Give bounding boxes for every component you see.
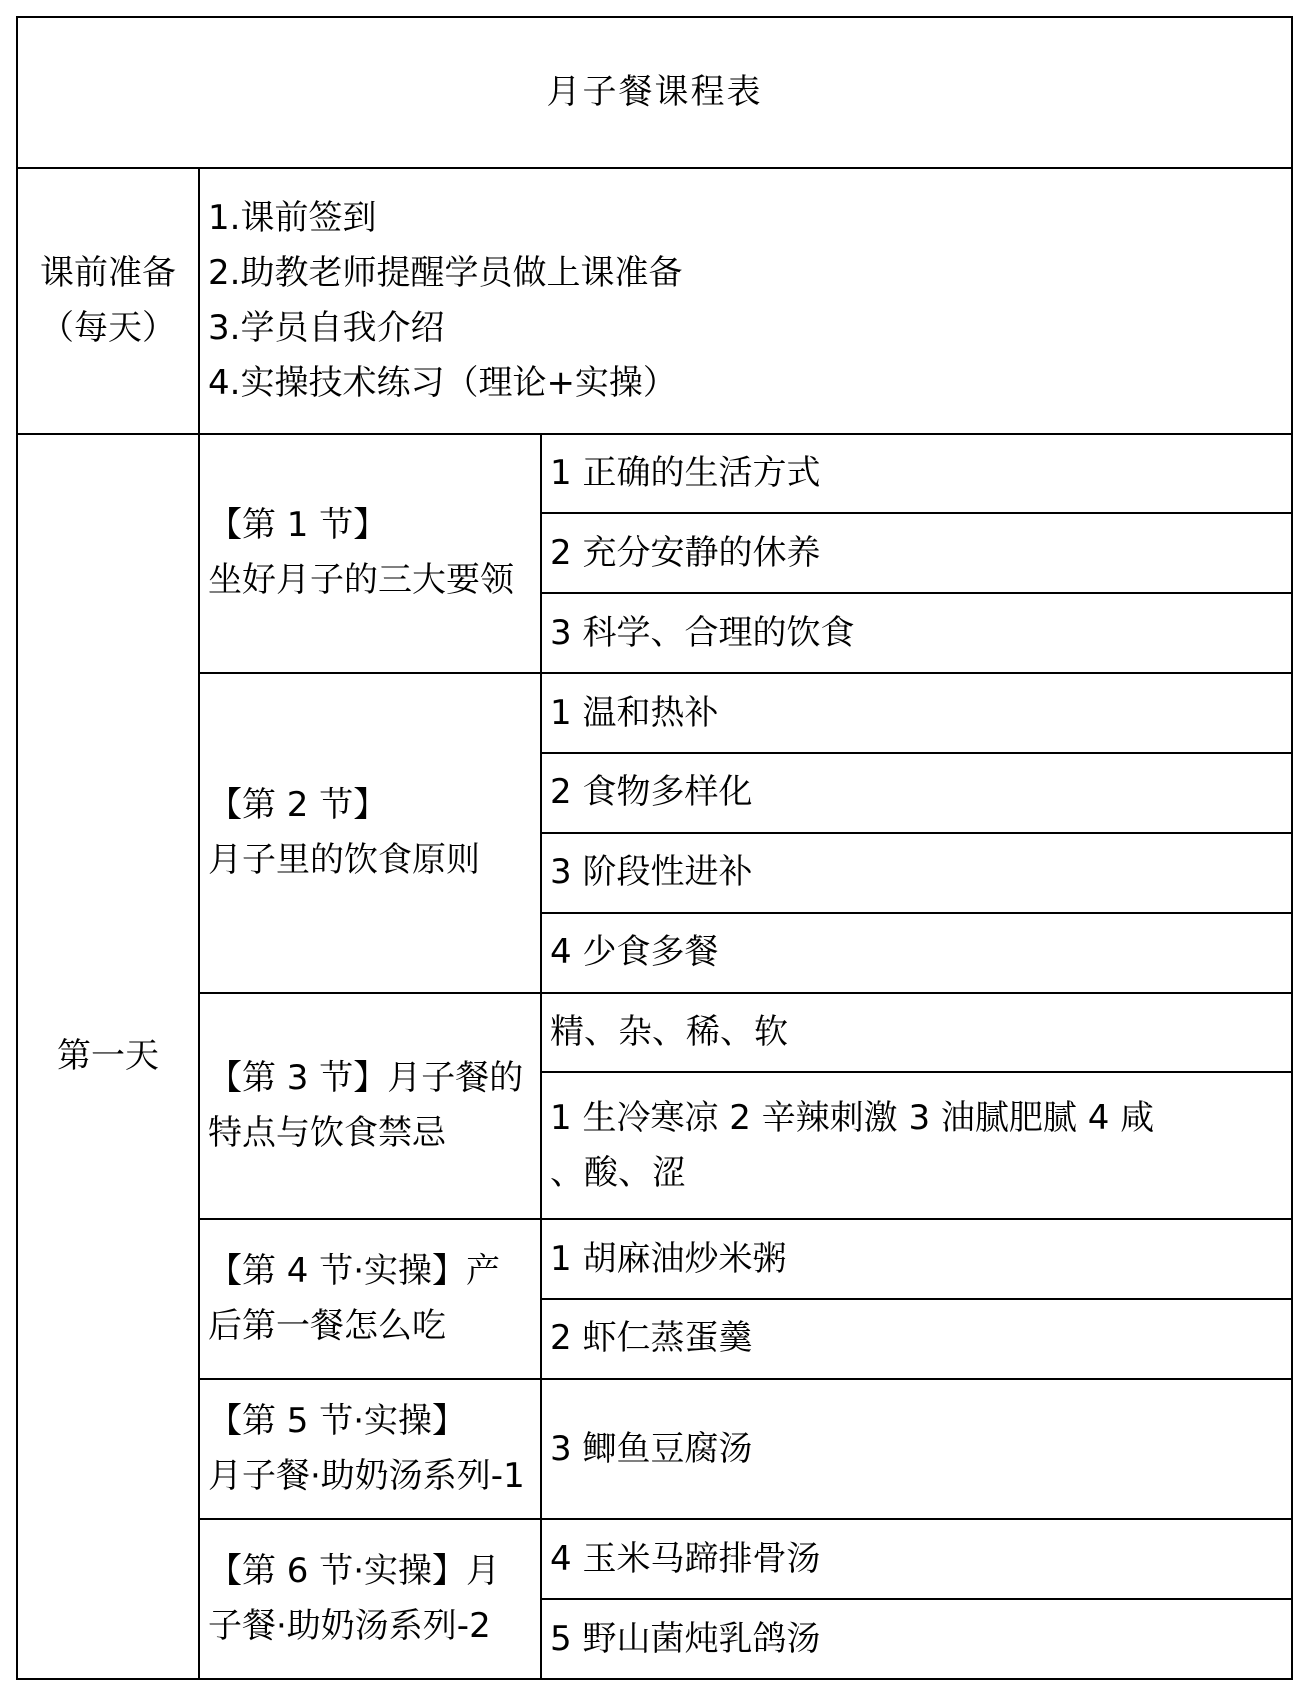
schedule-title: 月子餐课程表	[17, 17, 1292, 168]
prep-label: 课前准备 （每天）	[17, 168, 199, 433]
session-3-point-1: 精、杂、稀、软	[541, 993, 1292, 1073]
session-3-point-2: 1 生冷寒凉 2 辛辣刺激 3 油腻肥腻 4 咸 、酸、涩	[541, 1072, 1292, 1219]
session-2-title: 【第 2 节】 月子里的饮食原则	[199, 673, 541, 992]
session-1-point-3: 3 科学、合理的饮食	[541, 593, 1292, 673]
session-4-point-1: 1 胡麻油炒米粥	[541, 1219, 1292, 1299]
session-2-point-1: 1 温和热补	[541, 673, 1292, 753]
session-5-title: 【第 5 节·实操】 月子餐·助奶汤系列-1	[199, 1379, 541, 1519]
prep-items: 1.课前签到 2.助教老师提醒学员做上课准备 3.学员自我介绍 4.实操技术练习（理论+实操）	[199, 168, 1292, 433]
session-2-point-4: 4 少食多餐	[541, 913, 1292, 993]
session-1-title: 【第 1 节】 坐好月子的三大要领	[199, 434, 541, 674]
course-schedule-table	[16, 16, 1293, 1680]
session-6-point-1: 4 玉米马蹄排骨汤	[541, 1519, 1292, 1599]
session-4-point-2: 2 虾仁蒸蛋羹	[541, 1299, 1292, 1379]
session-6-point-2: 5 野山菌炖乳鸽汤	[541, 1599, 1292, 1679]
session-2-point-2: 2 食物多样化	[541, 753, 1292, 833]
session-1-point-2: 2 充分安静的休养	[541, 513, 1292, 593]
session-4-title: 【第 4 节·实操】产 后第一餐怎么吃	[199, 1219, 541, 1379]
session-2-point-3: 3 阶段性进补	[541, 833, 1292, 913]
session-1-point-1: 1 正确的生活方式	[541, 434, 1292, 514]
session-6-title: 【第 6 节·实操】月 子餐·助奶汤系列-2	[199, 1519, 541, 1679]
day-label: 第一天	[17, 434, 199, 1679]
session-5-point-1: 3 鲫鱼豆腐汤	[541, 1379, 1292, 1519]
session-3-title: 【第 3 节】月子餐的 特点与饮食禁忌	[199, 993, 541, 1220]
